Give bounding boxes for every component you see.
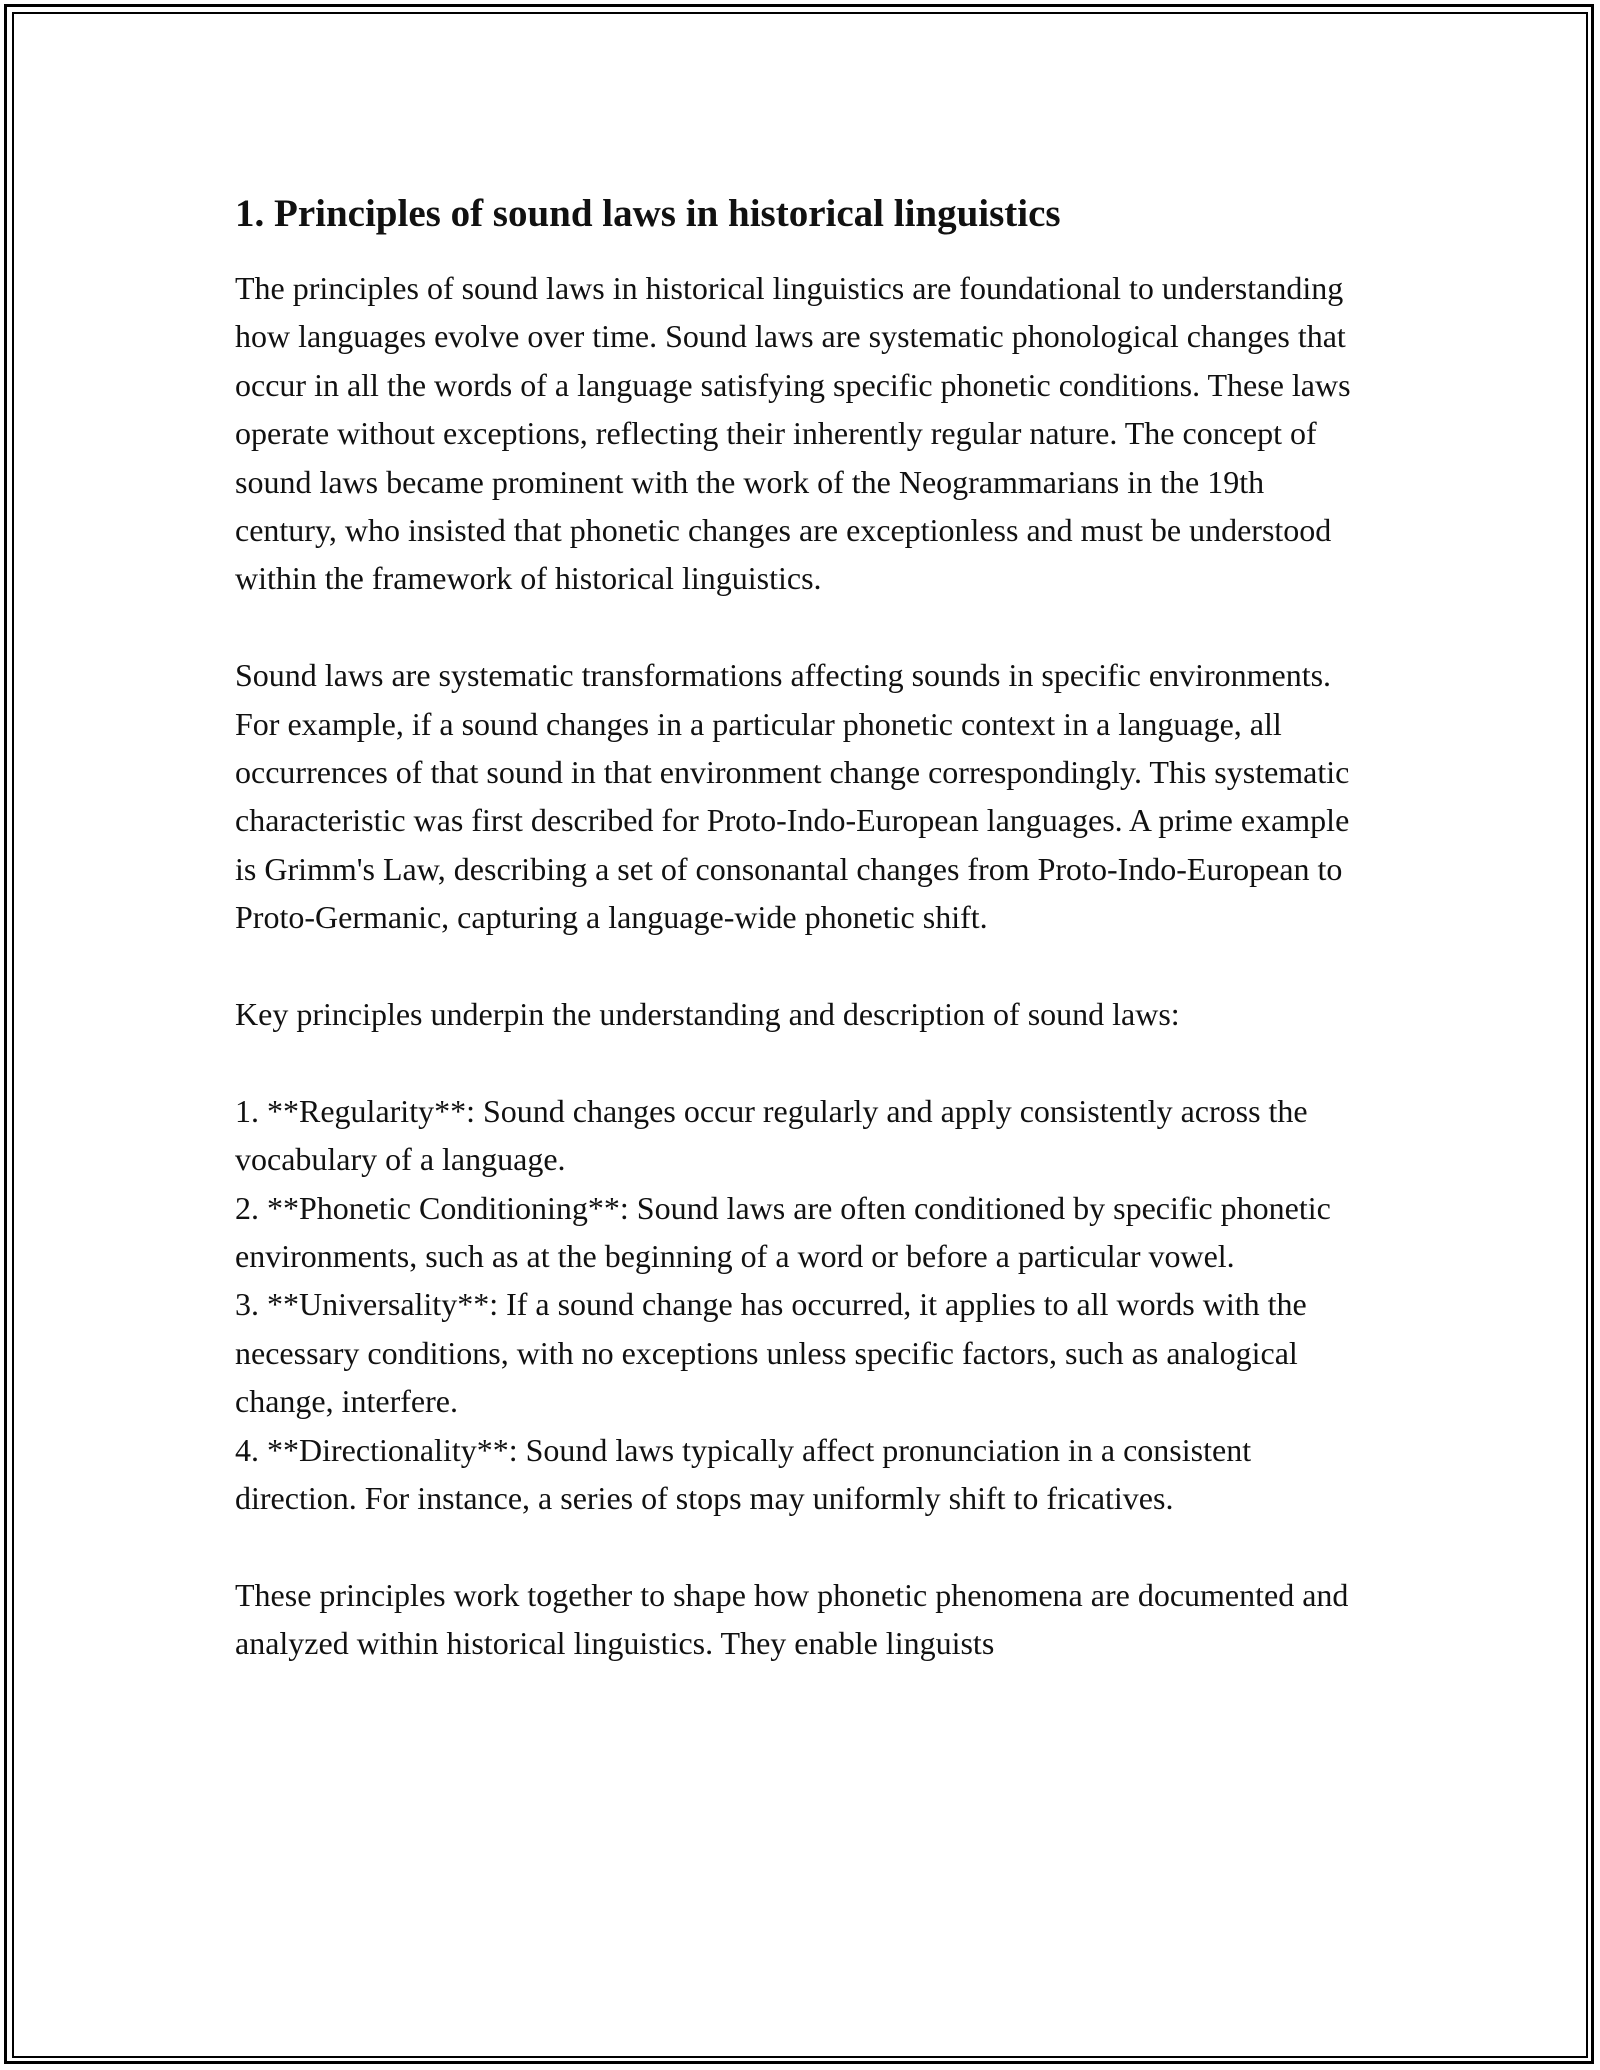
list-item-phonetic-conditioning: 2. **Phonetic Conditioning**: Sound laws are often conditioned by specific phonetic environments, such as at the beginning of a word or before a particular vowel. — [235, 1189, 1331, 1275]
principles-list — [235, 1087, 1365, 1523]
list-item-directionality: 4. **Directionality**: Sound laws typically affect pronunciation in a consistent direction. For instance, a series of stops may uniformly shift to fricatives. — [235, 1431, 1252, 1517]
section-heading: 1. Principles of sound laws in historical linguistics — [235, 192, 1061, 235]
paragraph-systematic: Sound laws are systematic transformations affecting sounds in specific environments. For example, if a sound changes in a particular phonetic context in a language, all occurrences of that sound in that environment change correspondingly. This systematic characteristic was first described for Proto-Indo-European languages. A prime example is Grimm's Law, describing a set of consonantal changes from Proto-Indo-European to Proto-Germanic, capturing a language-wide phonetic shift. — [235, 657, 1350, 936]
list-item-universality: 3. **Universality**: If a sound change has occurred, it applies to all words with the necessary conditions, with no exceptions unless specific factors, such as analogical change, interfere. — [235, 1286, 1307, 1420]
paragraph-closing: These principles work together to shape how phonetic phenomena are documented and analyzed within historical linguistics. They enable linguists — [235, 1576, 1349, 1662]
list-item-regularity: 1. **Regularity**: Sound changes occur regularly and apply consistently across the vocabulary of a language. — [235, 1092, 1308, 1178]
document-body — [235, 190, 1365, 1716]
paragraph-key-principles: Key principles underpin the understanding and description of sound laws: — [235, 996, 1180, 1033]
paragraph-intro: The principles of sound laws in historical linguistics are foundational to understanding how languages evolve over time. Sound laws are systematic phonological changes that occur in all the words of a language satisfying specific phonetic conditions. These laws operate without exceptions, reflecting their inherently regular nature. The concept of sound laws became prominent with the work of the Neogrammarians in the 19th century, who insisted that phonetic changes are exceptionless and must be understood within the framework of historical linguistics. — [235, 270, 1351, 597]
